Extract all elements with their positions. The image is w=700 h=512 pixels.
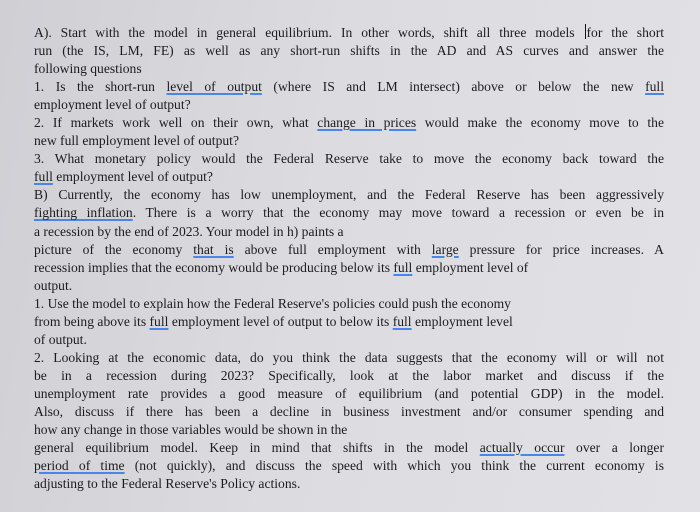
text-segment: adjusting to the Federal Reserve's Policy actions. (34, 476, 301, 492)
text-segment: new full employment level of output? (34, 133, 239, 149)
text-segment: following questions (34, 61, 142, 77)
text-line (34, 295, 664, 313)
underlined-phrase: that is (193, 241, 234, 257)
underlined-phrase: full (645, 79, 664, 95)
underlined-phrase: fighting inflation (34, 205, 133, 221)
text-segment: . There is a worry that the economy may move toward a recession or even be in (132, 205, 664, 221)
text-line (34, 403, 664, 421)
text-segment: employment level (411, 313, 513, 329)
text-line (34, 385, 664, 403)
text-line (34, 132, 664, 150)
text-segment: would make the economy move to the (416, 115, 664, 131)
underlined-phrase: actually occur (479, 440, 565, 456)
text-line (34, 349, 664, 367)
text-line (34, 277, 664, 295)
underlined-phrase: full (392, 313, 412, 329)
text-segment: pressure for price increases. A (458, 241, 664, 257)
text-segment: employment level of output? (34, 97, 191, 113)
text-segment: picture of the economy (34, 241, 194, 257)
text-line (34, 421, 664, 439)
text-line (34, 96, 664, 114)
text-line (34, 241, 664, 259)
underlined-phrase: period of time (34, 458, 125, 474)
text-segment: 2. Looking at the economic data, do you think the data suggests that the economy will or will not (34, 349, 664, 365)
text-line (34, 439, 664, 457)
text-segment: (where IS and LM intersect) above or below the new (261, 79, 646, 95)
text-line (34, 60, 664, 78)
text-segment: general equilibrium model. Keep in mind that shifts in the model (34, 440, 480, 456)
text-segment: a recession by the end of 2023. Your model in h) paints a (34, 223, 344, 239)
text-segment: of output. (34, 331, 87, 347)
text-segment: employment level of output to below its (168, 313, 393, 329)
text-segment: Also, discuss if there has been a decline in business investment and/or consumer spending and (34, 403, 664, 419)
text-segment: 3. What monetary policy would the Federal Reserve take to move the economy back toward the (34, 151, 664, 167)
text-line (34, 313, 664, 331)
text-line (34, 42, 664, 60)
underlined-phrase: level of output (166, 79, 262, 95)
underlined-phrase: change in prices (317, 115, 417, 131)
text-segment: A). Start with the model in general equilibrium. In other words, shift all three models (34, 25, 584, 40)
text-segment: over a longer (564, 440, 664, 456)
text-segment: unemployment rate provides a good measure of equilibrium (and potential GDP) in the model. (34, 385, 664, 401)
text-segment: employment level of output? (52, 169, 213, 185)
text-segment: be in a recession during 2023? Specifically, look at the labor market and discuss if the (34, 367, 664, 383)
text-segment: 1. Use the model to explain how the Federal Reserve's policies could push the economy (34, 295, 511, 311)
underlined-phrase: full (393, 259, 413, 275)
text-segment: above full employment with (233, 241, 432, 257)
text-segment: 1. Is the short-run (34, 79, 167, 95)
text-segment: from being above its (34, 313, 150, 329)
text-segment: 2. If markets work well on their own, what (34, 115, 318, 131)
underlined-phrase: full (34, 169, 53, 185)
underlined-phrase: full (149, 313, 169, 329)
text-segment: run (the IS, LM, FE) as well as any short-run shifts in the AD and AS curves and answer the (34, 43, 664, 59)
text-cursor-icon (585, 24, 586, 39)
text-segment: recession implies that the economy would be producing below its (34, 259, 394, 275)
text-segment: how any change in those variables would be shown in the (34, 422, 348, 438)
text-line (34, 24, 664, 42)
text-line (34, 78, 664, 96)
text-line (34, 475, 664, 493)
text-line (34, 186, 664, 204)
text-line (34, 114, 664, 132)
text-line (34, 223, 664, 241)
text-line (34, 150, 664, 168)
text-line (34, 367, 664, 385)
text-line (34, 457, 664, 475)
text-line (34, 331, 664, 349)
text-segment: for the short (586, 25, 664, 40)
question-text (34, 24, 664, 493)
text-segment: employment level of (412, 259, 529, 275)
text-line (34, 168, 664, 186)
text-line (34, 259, 664, 277)
text-segment: B) Currently, the economy has low unemployment, and the Federal Reserve has been aggressively (34, 187, 664, 203)
underlined-phrase: large (431, 241, 459, 257)
text-line (34, 204, 664, 222)
text-segment: (not quickly), and discuss the speed with which you think the current economy is (124, 458, 664, 474)
text-segment: output. (34, 277, 73, 293)
